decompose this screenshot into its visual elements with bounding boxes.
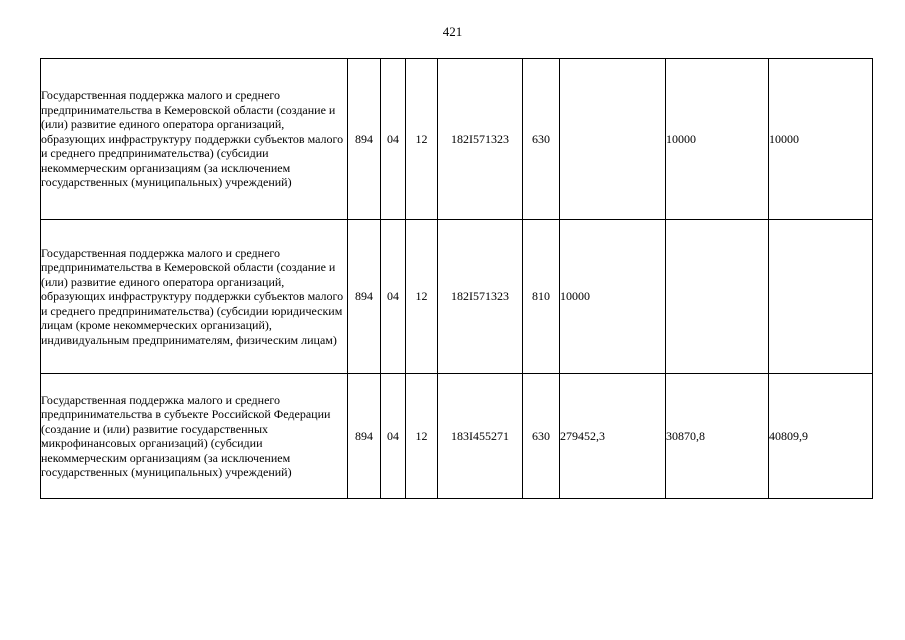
ministry-code-cell: 894: [348, 59, 381, 220]
row-name-cell: Государственная поддержка малого и среднего предпринимательства в Кемеровской области (создание и (или) развитие единого оператора организаций, образующих инфраструктуру поддержки субъектов малого и среднего предпринимательства) (субсидии юридическим лицам (кроме некоммерческих организаций), индивидуальным предпринимателям, физическим лицам): [41, 220, 348, 374]
amount-1-cell: [560, 59, 666, 220]
expense-type-cell: 630: [523, 59, 560, 220]
table-row: [41, 59, 873, 220]
ministry-code-cell: 894: [348, 374, 381, 499]
amount-3-cell: 40809,9: [769, 374, 873, 499]
amount-2-cell: [666, 220, 769, 374]
section-code-cell: 04: [381, 374, 406, 499]
amount-2-cell: 30870,8: [666, 374, 769, 499]
target-article-cell: 182I571323: [438, 220, 523, 374]
amount-1-cell: 279452,3: [560, 374, 666, 499]
row-name-cell: Государственная поддержка малого и среднего предпринимательства в субъекте Российской Федерации (создание и (или) развитие государственных микрофинансовых организаций) (субсидии некоммерческим организациям (за исключением государственных (муниципальных) учреждений): [41, 374, 348, 499]
section-code-cell: 04: [381, 220, 406, 374]
target-article-cell: 182I571323: [438, 59, 523, 220]
page-number: 421: [442, 24, 463, 39]
target-article-cell: 183I455271: [438, 374, 523, 499]
table-row: [41, 220, 873, 374]
subsection-code-cell: 12: [406, 59, 438, 220]
expense-type-cell: 810: [523, 220, 560, 374]
amount-3-cell: 10000: [769, 59, 873, 220]
expense-type-cell: 630: [523, 374, 560, 499]
amount-1-cell: 10000: [560, 220, 666, 374]
table-row: [41, 374, 873, 499]
budget-table: [40, 58, 873, 499]
amount-2-cell: 10000: [666, 59, 769, 220]
subsection-code-cell: 12: [406, 220, 438, 374]
ministry-code-cell: 894: [348, 220, 381, 374]
amount-3-cell: [769, 220, 873, 374]
section-code-cell: 04: [381, 59, 406, 220]
row-name-cell: Государственная поддержка малого и среднего предпринимательства в Кемеровской области (создание и (или) развитие единого оператора организаций, образующих инфраструктуру поддержки субъектов малого и среднего предпринимательства) (субсидии некоммерческим организациям (за исключением государственных (муниципальных) учреждений): [41, 59, 348, 220]
subsection-code-cell: 12: [406, 374, 438, 499]
